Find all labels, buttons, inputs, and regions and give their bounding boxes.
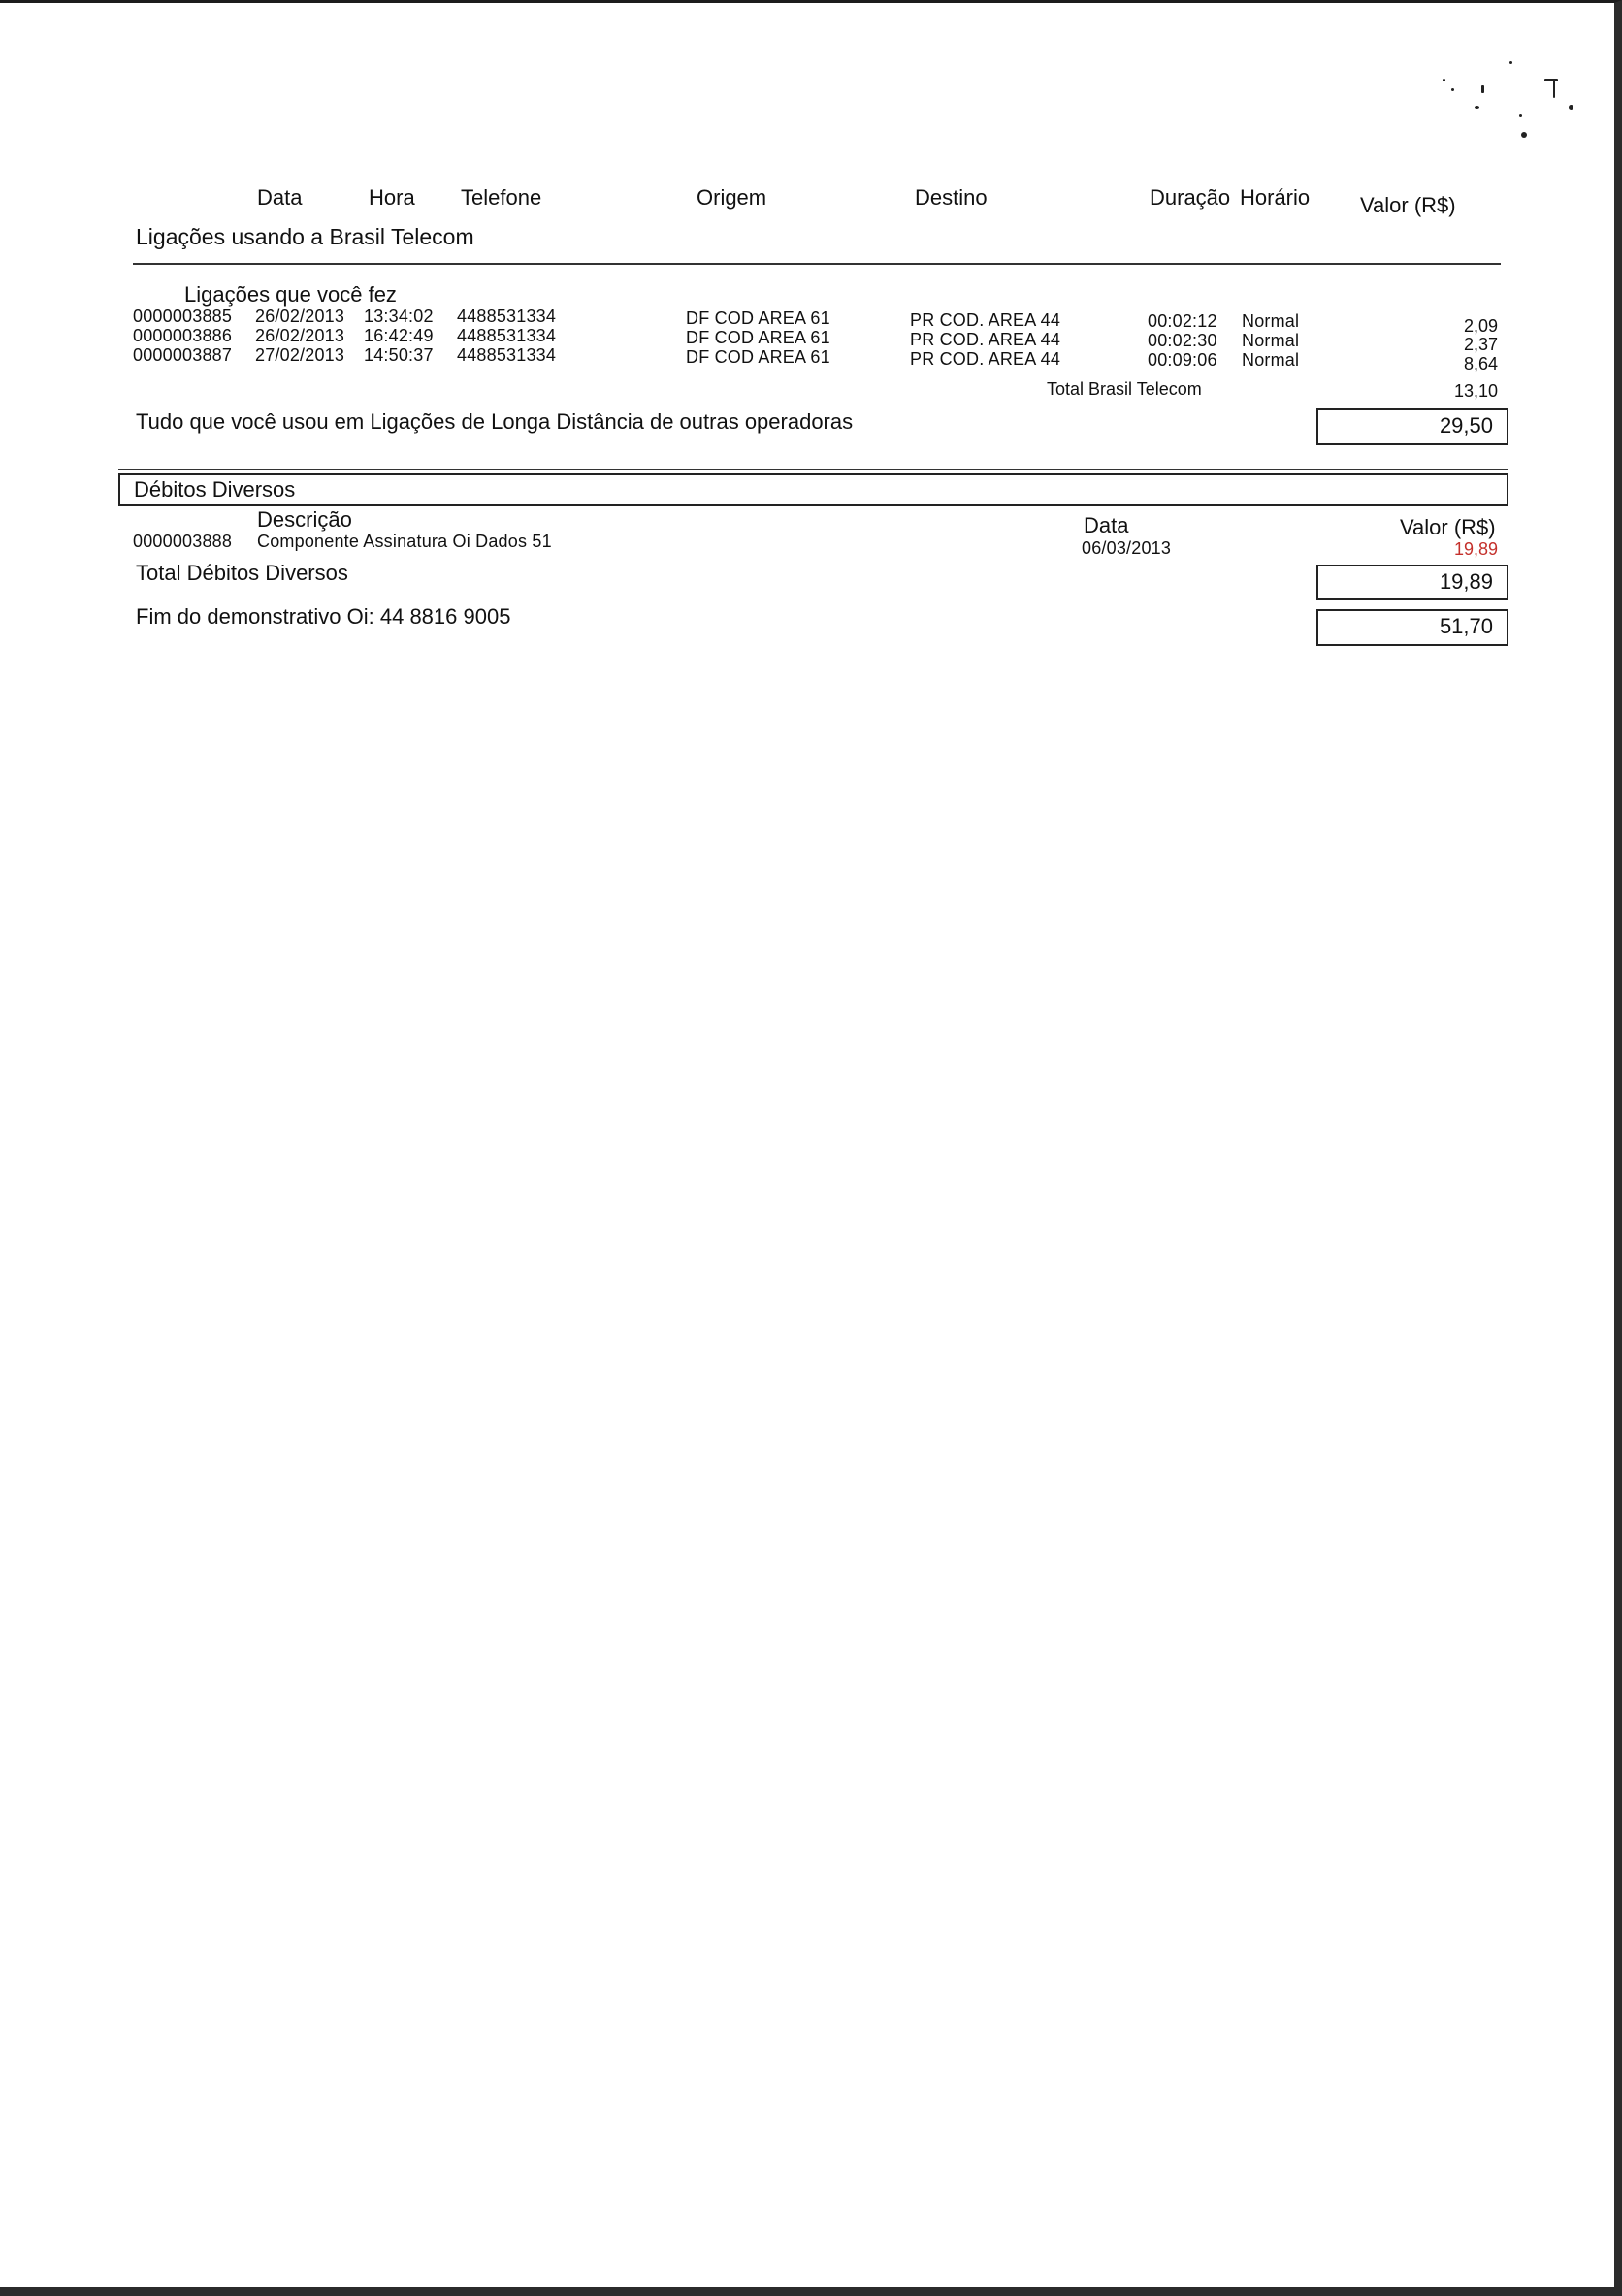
section-bar-debitos: Débitos Diversos xyxy=(118,473,1508,506)
column-header-telefone: Telefone xyxy=(461,185,542,210)
call-value: 8,64 xyxy=(1463,354,1498,373)
long-distance-label: Tudo que você usou em Ligações de Longa Distância de outras operadoras xyxy=(136,409,854,434)
section-divider xyxy=(118,469,1508,470)
call-value: 2,09 xyxy=(1463,316,1498,336)
call-date: 26/02/2013 xyxy=(255,307,345,326)
call-destination: PR COD. AREA 44 xyxy=(910,310,1061,330)
call-origin: DF COD AREA 61 xyxy=(686,328,830,347)
call-id: 0000003885 xyxy=(133,307,233,326)
call-origin: DF COD AREA 61 xyxy=(686,347,830,367)
total-debitos-label: Total Débitos Diversos xyxy=(136,561,348,585)
call-duration: 00:02:12 xyxy=(1148,311,1217,331)
call-destination: PR COD. AREA 44 xyxy=(910,330,1061,349)
debito-id: 0000003888 xyxy=(133,532,233,551)
call-id: 0000003887 xyxy=(133,345,233,365)
column-header-origem: Origem xyxy=(697,185,767,210)
subsection-title-calls: Ligações que você fez xyxy=(184,282,397,307)
call-date: 27/02/2013 xyxy=(255,345,345,365)
column-header-hora: Hora xyxy=(369,185,415,210)
call-origin: DF COD AREA 61 xyxy=(686,308,830,328)
scan-speck xyxy=(1544,79,1558,81)
debito-description: Componente Assinatura Oi Dados 51 xyxy=(257,532,552,551)
call-time: 13:34:02 xyxy=(364,307,434,326)
call-rate: Normal xyxy=(1242,311,1300,331)
debitos-header-data: Data xyxy=(1084,513,1129,537)
call-rate: Normal xyxy=(1242,331,1300,350)
column-header-destino: Destino xyxy=(915,185,988,210)
total-debitos-box: 19,89 xyxy=(1316,565,1508,600)
scan-speck xyxy=(1509,61,1512,64)
call-value: 2,37 xyxy=(1463,335,1498,354)
grand-total-box: 51,70 xyxy=(1316,609,1508,646)
call-phone: 4488531334 xyxy=(457,307,557,326)
call-destination: PR COD. AREA 44 xyxy=(910,349,1061,369)
debito-value: 19,89 xyxy=(1453,539,1498,559)
long-distance-total-box: 29,50 xyxy=(1316,408,1508,445)
column-header-data: Data xyxy=(257,185,303,210)
call-time: 14:50:37 xyxy=(364,345,434,365)
scan-speck xyxy=(1553,81,1555,98)
call-id: 0000003886 xyxy=(133,326,233,345)
debitos-header-descricao: Descrição xyxy=(257,507,352,532)
call-date: 26/02/2013 xyxy=(255,326,345,345)
section-title-brasil-telecom: Ligações usando a Brasil Telecom xyxy=(136,224,474,249)
column-header-duracao: Duração xyxy=(1150,185,1231,210)
call-rate: Normal xyxy=(1242,350,1300,370)
call-duration: 00:02:30 xyxy=(1148,331,1217,350)
total-brasil-telecom-value: 13,10 xyxy=(1453,381,1498,401)
debito-date: 06/03/2013 xyxy=(1082,538,1172,558)
column-header-valor: Valor (R$) xyxy=(1360,193,1456,217)
scan-speck xyxy=(1481,85,1484,93)
call-phone: 4488531334 xyxy=(457,345,557,365)
footer-end-label: Fim do demonstrativo Oi: 44 8816 9005 xyxy=(136,604,511,629)
debitos-header-valor: Valor (R$) xyxy=(1400,515,1496,539)
total-brasil-telecom-label: Total Brasil Telecom xyxy=(1047,379,1202,399)
scan-speck xyxy=(1451,88,1454,91)
call-time: 16:42:49 xyxy=(364,326,434,345)
scan-speck xyxy=(1475,106,1479,109)
section-divider xyxy=(133,263,1501,265)
call-phone: 4488531334 xyxy=(457,326,557,345)
call-duration: 00:09:06 xyxy=(1148,350,1217,370)
scan-speck xyxy=(1569,105,1573,110)
scan-speck xyxy=(1519,114,1522,117)
scan-speck xyxy=(1521,132,1527,138)
column-header-horario: Horário xyxy=(1240,185,1311,210)
scan-speck xyxy=(1443,79,1445,81)
